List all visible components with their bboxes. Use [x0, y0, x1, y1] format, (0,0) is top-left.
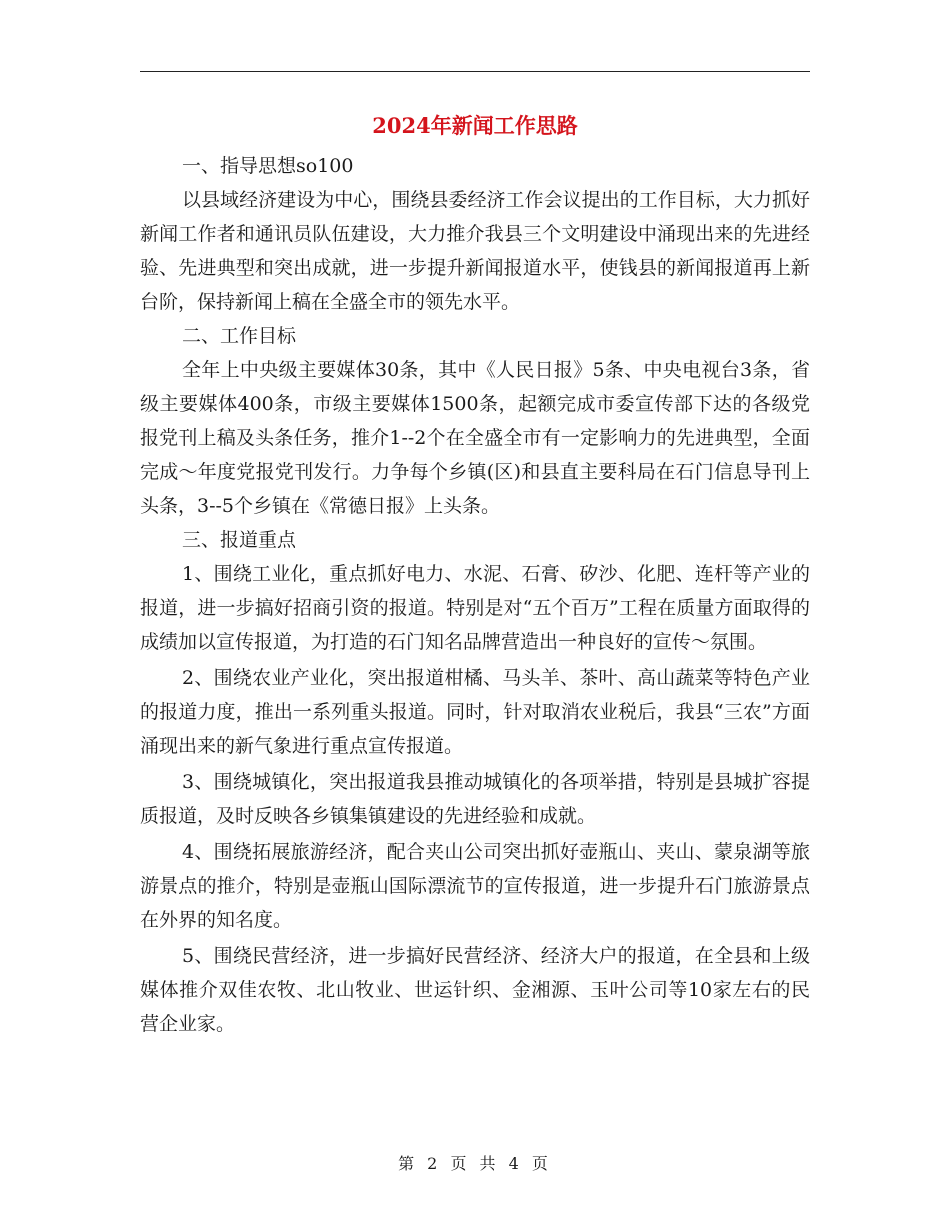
- section-heading-reporting-focus: 三、报道重点: [182, 529, 297, 551]
- paragraph: 1、围绕工业化，重点抓好电力、水泥、石膏、矽沙、化肥、连杆等产业的报道，进一步搞好招商引资的报道。特别是对“五个百万”工程在质量方面取得的成绩加以宣传报道，为打造的石门知名品牌营造出一种良好的宣传～氛围。: [140, 563, 810, 653]
- page-number: 第 2 页 共 4 页: [398, 1154, 552, 1173]
- paragraph: 3、围绕城镇化，突出报道我县推动城镇化的各项举措，特别是县城扩容提质报道，及时反映各乡镇集镇建设的先进经验和成就。: [140, 771, 810, 827]
- paragraph: 2、围绕农业产业化，突出报道柑橘、马头羊、茶叶、高山蔬菜等特色产业的报道力度，推出一系列重头报道。同时，针对取消农业税后，我县“三农”方面涌现出来的新气象进行重点宣传报道。: [140, 667, 810, 757]
- paragraph: 以县域经济建设为中心，围绕县委经济工作会议提出的工作目标，大力抓好新闻工作者和通讯员队伍建设，大力推介我县三个文明建设中涌现出来的先进经验、先进典型和突出成就，进一步提升新闻报道水平，使钱县的新闻报道再上新台阶，保持新闻上稿在全盛全市的领先水平。: [140, 189, 810, 313]
- paragraph: 5、围绕民营经济，进一步搞好民营经济、经济大户的报道，在全县和上级媒体推介双佳农牧、北山牧业、世运针织、金湘源、玉叶公司等10家左右的民营企业家。: [140, 945, 810, 1035]
- paragraph: 4、围绕拓展旅游经济，配合夹山公司突出抓好壶瓶山、夹山、蒙泉湖等旅游景点的推介，特别是壶瓶山国际漂流节的宣传报道，进一步提升石门旅游景点在外界的知名度。: [140, 841, 810, 931]
- section-heading-guiding-thought: 一、指导思想so100: [182, 155, 354, 177]
- header-rule: [140, 71, 810, 72]
- document-title: 2024年新闻工作思路: [372, 113, 578, 138]
- paragraph: 全年上中央级主要媒体30条，其中《人民日报》5条、中央电视台3条，省级主要媒体400条，市级主要媒体1500条，起额完成市委宣传部下达的各级党报党刊上稿及头条任务，推介1--2个在全盛全市有一定影响力的先进典型，全面完成～年度党报党刊发行。力争每个乡镇(区)和县直主要科局在石门信息导刊上头条，3--5个乡镇在《常德日报》上头条。: [140, 359, 810, 517]
- section-heading-work-goals: 二、工作目标: [182, 325, 297, 347]
- document-body: [140, 108, 810, 1041]
